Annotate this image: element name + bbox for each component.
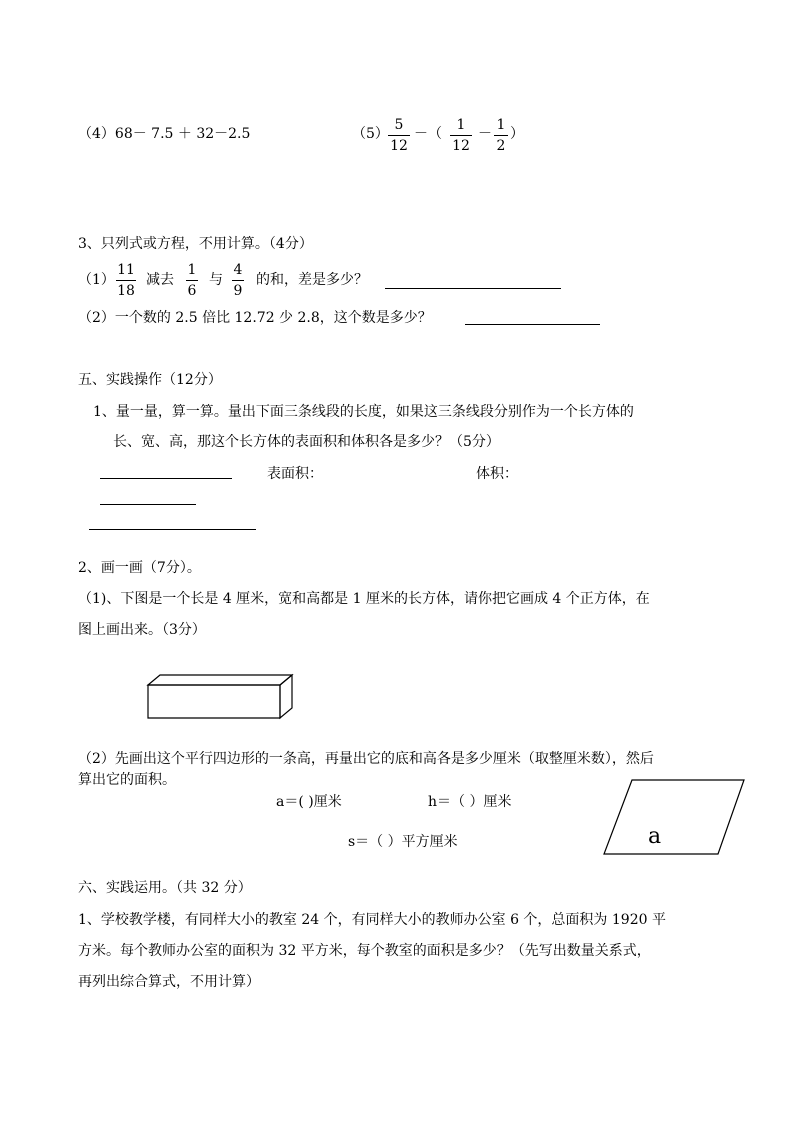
sec5-q2-1-line1: （1)、下图是一个长是 4 厘米，宽和高都是 1 厘米的长方体，请你把它画成 4 个正方体，在 [78, 591, 650, 607]
fraction-5-12 [388, 117, 410, 154]
surface-area-label: 表面积： [267, 466, 323, 482]
section6-title: 六、实践运用。（共 32 分） [78, 880, 252, 896]
parallelogram-shape [604, 780, 744, 854]
sec5-q2-1-line2: 图上画出来。（3分） [78, 622, 206, 638]
parallelogram-base-label: a [648, 824, 662, 849]
cuboid-front-face [148, 685, 280, 718]
fraction-denominator: 12 [452, 138, 470, 154]
sec3-q1-text3: 的和，差是多少？ [256, 272, 368, 288]
fraction-denominator: 6 [187, 283, 197, 299]
area-blank[interactable]: s＝（ ）平方厘米 [348, 834, 458, 850]
fraction-1-12 [450, 117, 472, 154]
measure-segment-2 [100, 504, 196, 505]
fraction-1-6 [186, 262, 198, 299]
fraction-4-9 [232, 262, 244, 299]
calc-q5-minus: － [478, 126, 492, 142]
sec3-q2: （2）一个数的 2.5 倍比 12.72 少 2.8，这个数是多少？ [78, 310, 432, 326]
fraction-numerator: 1 [494, 117, 508, 136]
fraction-denominator: 18 [117, 283, 135, 299]
calc-q5-label: （5） [352, 126, 389, 142]
sec5-q2-2-line2: 算出它的面积。 [78, 772, 176, 788]
fraction-denominator: 2 [496, 138, 506, 154]
calc-q5-minus-open: －（ [414, 126, 442, 142]
height-blank[interactable]: h＝（ ）厘米 [428, 794, 512, 810]
parallelogram-figure [600, 778, 750, 858]
base-blank[interactable]: a＝( )厘米 [276, 794, 342, 810]
cuboid-top-face [148, 675, 292, 685]
fraction-denominator: 12 [390, 138, 408, 154]
sec6-q1-line3: 再列出综合算式，不用计算） [78, 974, 260, 990]
fraction-numerator: 4 [232, 262, 244, 281]
cuboid-side-face [280, 675, 292, 718]
measure-segment-3 [89, 529, 256, 530]
sec5-q1-line1: 1、量一量，算一算。量出下面三条线段的长度，如果这三条线段分别作为一个长方体的 [93, 404, 634, 420]
cuboid-figure [140, 668, 300, 728]
answer-line[interactable] [385, 288, 561, 289]
section5-title: 五、实践操作（12分） [78, 372, 222, 388]
fraction-11-18 [116, 262, 136, 299]
sec5-q2-2-line1: （2）先画出这个平行四边形的一条高，再量出它的底和高各是多少厘米（取整厘米数），然后 [78, 751, 654, 767]
calc-q5-close: ） [510, 126, 524, 142]
fraction-denominator: 9 [233, 283, 243, 299]
fraction-numerator: 1 [450, 117, 472, 136]
calc-q4: （4）68－ 7.5 ＋ 32－2.5 [78, 126, 251, 142]
sec5-q1-line2: 长、宽、高，那这个长方体的表面积和体积各是多少？（5分） [113, 434, 500, 450]
sec5-q2-title: 2、画一画（7分）。 [78, 560, 201, 576]
fraction-numerator: 1 [186, 262, 198, 281]
sec3-q1-text2: 与 [209, 272, 223, 288]
sec3-q1-label: （1） [78, 272, 115, 288]
fraction-numerator: 11 [116, 262, 136, 281]
sec3-q1-text1: 减去 [146, 272, 174, 288]
sec6-q1-line2: 方米。每个教师办公室的面积为 32 平方米，每个教室的面积是多少？（先写出数量关系式， [78, 943, 651, 959]
volume-label: 体积： [476, 466, 518, 482]
sec6-q1-line1: 1、学校教学楼，有同样大小的教室 24 个，有同样大小的教师办公室 6 个，总面积为 1920 平 [78, 912, 666, 928]
section3-title: 3、只列式或方程，不用计算。（4分） [78, 236, 313, 252]
fraction-numerator: 5 [388, 117, 410, 136]
answer-line[interactable] [465, 324, 600, 325]
measure-segment-1 [100, 478, 232, 479]
fraction-1-2 [494, 117, 508, 154]
